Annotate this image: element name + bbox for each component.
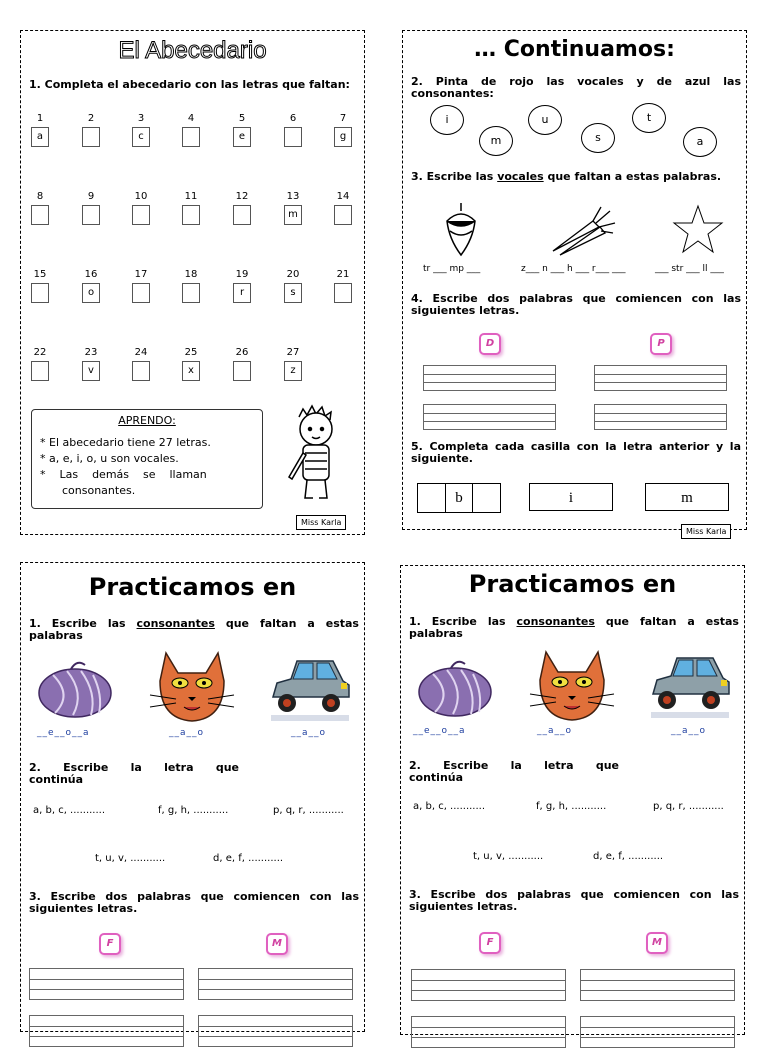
- letter-box[interactable]: m: [284, 205, 302, 225]
- letter-box[interactable]: [182, 283, 200, 303]
- instruction-1: 1. Escribe las consonantes que faltan a estas palabras: [409, 615, 739, 640]
- letter-number: 2: [87, 113, 95, 124]
- page-title: … Continuamos:: [474, 37, 675, 62]
- aprendo-line-2: * a, e, i, o, u son vocales.: [40, 452, 179, 465]
- given-letter-b: b: [446, 484, 474, 512]
- instruction-3: 3. Escribe dos palabras que comiencen con las siguientes letras.: [29, 890, 359, 915]
- letter-box[interactable]: [284, 127, 302, 147]
- letter-number: 23: [84, 347, 98, 358]
- letter-neighbors-i: [529, 483, 613, 511]
- letter-box[interactable]: [233, 361, 251, 381]
- sequence-pqr[interactable]: p, q, r, ...........: [653, 801, 724, 812]
- letter-box[interactable]: a: [31, 127, 49, 147]
- aprendo-title: APRENDO:: [118, 414, 176, 427]
- letter-badge-m: M: [646, 932, 668, 954]
- signature: Miss Karla: [681, 524, 731, 539]
- letter-badge-f: F: [99, 933, 121, 955]
- aprendo-line-1: * El abecedario tiene 27 letras.: [40, 436, 211, 449]
- sequence-tuv[interactable]: t, u, v, ...........: [473, 851, 544, 862]
- letter-box[interactable]: [31, 205, 49, 225]
- sequence-def[interactable]: d, e, f, ...........: [213, 853, 284, 864]
- letter-number: 19: [235, 269, 249, 280]
- letter-badge-f: F: [479, 932, 501, 954]
- sequence-fgh[interactable]: f, g, h, ...........: [158, 805, 229, 816]
- letter-circle-a[interactable]: a: [683, 127, 717, 157]
- letter-box[interactable]: [132, 361, 150, 381]
- instruction-3: 3. Escribe las vocales que faltan a estas palabras.: [411, 170, 722, 183]
- aprendo-line-4: consonantes.: [62, 484, 136, 497]
- sequence-pqr[interactable]: p, q, r, ...........: [273, 805, 344, 816]
- letter-number: 5: [238, 113, 246, 124]
- letter-box[interactable]: r: [233, 283, 251, 303]
- letter-number: 25: [184, 347, 198, 358]
- letter-box[interactable]: e: [233, 127, 251, 147]
- word-blank-zanahoria[interactable]: z___ n ___ h ___ r___ ___: [521, 264, 626, 274]
- letter-number: 20: [286, 269, 300, 280]
- blank-onion[interactable]: __e__o__a: [37, 728, 90, 738]
- letter-number: 21: [336, 269, 350, 280]
- blank-before-b[interactable]: [418, 484, 446, 512]
- writing-lines-p-1[interactable]: [594, 365, 727, 391]
- letter-box[interactable]: g: [334, 127, 352, 147]
- letter-number: 3: [137, 113, 145, 124]
- onion-illustration: [413, 654, 495, 720]
- instruction-1: 1. Escribe las consonantes que faltan a estas palabras: [29, 617, 359, 642]
- letter-circle-m[interactable]: m: [479, 126, 513, 156]
- letter-number: 13: [286, 191, 300, 202]
- letter-number: 12: [235, 191, 249, 202]
- cat-illustration: [526, 646, 618, 726]
- car-illustration: [647, 646, 733, 720]
- letter-box[interactable]: [132, 205, 150, 225]
- sequence-abc[interactable]: a, b, c, ...........: [413, 801, 486, 812]
- writing-lines-m-2[interactable]: [580, 1016, 735, 1048]
- letter-box[interactable]: [31, 283, 49, 303]
- star-illustration: [671, 203, 725, 257]
- letter-box[interactable]: [82, 205, 100, 225]
- letter-number: 14: [336, 191, 350, 202]
- letter-box[interactable]: [182, 127, 200, 147]
- letter-box[interactable]: [334, 283, 352, 303]
- blank-onion[interactable]: __e__o__a: [413, 726, 466, 736]
- instruction-2: 2. Escribe la letra que continúa: [29, 761, 239, 786]
- sequence-abc[interactable]: a, b, c, ...........: [33, 805, 106, 816]
- blank-after-b[interactable]: [473, 484, 500, 512]
- letter-box[interactable]: o: [82, 283, 100, 303]
- signature: Miss Karla: [296, 515, 346, 530]
- letter-box[interactable]: [31, 361, 49, 381]
- letter-number: 11: [184, 191, 198, 202]
- blank-car[interactable]: __a__o: [671, 726, 707, 736]
- writing-lines-f-1[interactable]: [411, 969, 566, 1001]
- letter-circle-s[interactable]: s: [581, 123, 615, 153]
- writing-lines-m-2[interactable]: [198, 1015, 353, 1047]
- letter-number: 26: [235, 347, 249, 358]
- letter-number: 9: [87, 191, 95, 202]
- instruction-3: 3. Escribe dos palabras que comiencen con las siguientes letras.: [409, 888, 739, 913]
- page-title: El Abecedario: [118, 37, 267, 64]
- instruction-4: 4. Escribe dos palabras que comiencen con las siguientes letras.: [411, 292, 741, 317]
- word-blank-estrella[interactable]: ___ str ___ ll ___: [655, 264, 724, 274]
- letter-box[interactable]: c: [132, 127, 150, 147]
- carrots-illustration: [548, 203, 618, 258]
- letter-number: 10: [134, 191, 148, 202]
- blank-cat[interactable]: __a__o: [169, 728, 205, 738]
- writing-lines-f-1[interactable]: [29, 968, 184, 1000]
- aprendo-scroll: [31, 409, 263, 509]
- letter-badge-d: D: [479, 333, 501, 355]
- instruction-5: 5. Completa cada casilla con la letra anterior y la siguiente.: [411, 440, 741, 465]
- spinning-top-illustration: [441, 201, 481, 259]
- letter-box[interactable]: [233, 205, 251, 225]
- boy-reading-illustration: [281, 399, 351, 504]
- letter-box[interactable]: z: [284, 361, 302, 381]
- letter-number: 17: [134, 269, 148, 280]
- worksheet-practicamos-2: [400, 565, 745, 1035]
- letter-box[interactable]: [182, 205, 200, 225]
- instruction-2: 2. Pinta de rojo las vocales y de azul las consonantes:: [411, 75, 741, 100]
- sequence-fgh[interactable]: f, g, h, ...........: [536, 801, 607, 812]
- car-illustration: [267, 649, 353, 723]
- letter-box[interactable]: [82, 127, 100, 147]
- letter-number: 8: [36, 191, 44, 202]
- given-letter-m: m: [681, 490, 693, 506]
- sequence-tuv[interactable]: t, u, v, ...........: [95, 853, 166, 864]
- blank-car[interactable]: __a__o: [291, 728, 327, 738]
- aprendo-line-3: * Las demás se llaman: [40, 468, 207, 481]
- letter-badge-m: M: [266, 933, 288, 955]
- blank-cat[interactable]: __a__o: [537, 726, 573, 736]
- letter-number: 16: [84, 269, 98, 280]
- page-title: Practicamos en: [468, 570, 677, 598]
- worksheet-practicamos-1: [20, 562, 365, 1032]
- letter-number: 24: [134, 347, 148, 358]
- letter-box[interactable]: s: [284, 283, 302, 303]
- worksheet-abecedario: [20, 30, 365, 535]
- instruction-1: 1. Completa el abecedario con las letras que faltan:: [29, 78, 350, 91]
- word-blank-trompo[interactable]: tr ___ mp ___: [423, 264, 481, 274]
- instruction-2: 2. Escribe la letra que continúa: [409, 759, 619, 784]
- letter-number: 27: [286, 347, 300, 358]
- letter-number: 6: [289, 113, 297, 124]
- letter-number: 15: [33, 269, 47, 280]
- writing-lines-m-1[interactable]: [198, 968, 353, 1000]
- worksheet-continuamos: [402, 30, 747, 536]
- writing-lines-d-2[interactable]: [423, 404, 556, 430]
- letter-circle-t[interactable]: t: [632, 103, 666, 133]
- writing-lines-f-2[interactable]: [411, 1016, 566, 1048]
- letter-box[interactable]: [334, 205, 352, 225]
- letter-neighbors-m: [645, 483, 729, 511]
- letter-badge-p: P: [650, 333, 672, 355]
- letter-number: 4: [187, 113, 195, 124]
- cat-illustration: [146, 647, 238, 727]
- letter-number: 1: [36, 113, 44, 124]
- letter-circle-i[interactable]: i: [430, 105, 464, 135]
- letter-box[interactable]: x: [182, 361, 200, 381]
- onion-illustration: [33, 655, 115, 721]
- letter-neighbors-b: [417, 483, 501, 513]
- given-letter-i: i: [568, 490, 574, 506]
- page-title: Practicamos en: [88, 573, 297, 601]
- sequence-def[interactable]: d, e, f, ...........: [593, 851, 664, 862]
- letter-circle-u[interactable]: u: [528, 105, 562, 135]
- letter-number: 7: [339, 113, 347, 124]
- letter-box[interactable]: v: [82, 361, 100, 381]
- letter-number: 22: [33, 347, 47, 358]
- letter-box[interactable]: [132, 283, 150, 303]
- writing-lines-d-1[interactable]: [423, 365, 556, 391]
- writing-lines-p-2[interactable]: [594, 404, 727, 430]
- writing-lines-f-2[interactable]: [29, 1015, 184, 1047]
- writing-lines-m-1[interactable]: [580, 969, 735, 1001]
- letter-number: 18: [184, 269, 198, 280]
